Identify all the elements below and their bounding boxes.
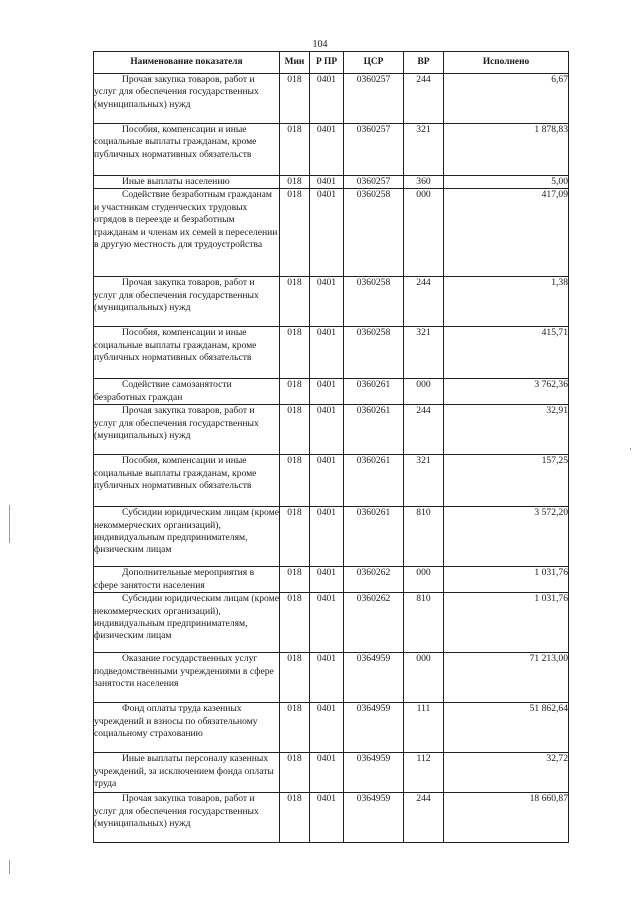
- row-name: Прочая закупка товаров, работ и услуг для обеспечения государственных (муниципальных) нужд: [94, 793, 259, 830]
- scan-mark: [9, 860, 10, 874]
- row-name-cell: [94, 405, 280, 455]
- row-name: Оказание государственных услуг подведомственными учреждениями в сфере занятости населения: [94, 653, 274, 690]
- row-rpr: 0401: [310, 455, 344, 507]
- row-name-cell: [94, 455, 280, 507]
- row-amount: 5,00: [444, 176, 569, 189]
- table-row: [94, 74, 569, 124]
- table-header-row: [94, 52, 569, 74]
- row-vr: 810: [404, 507, 444, 567]
- row-name-cell: [94, 189, 280, 277]
- table-row: [94, 507, 569, 567]
- header-vr: ВР: [404, 52, 444, 74]
- table-row: [94, 327, 569, 379]
- header-executed: Исполнено: [444, 52, 569, 74]
- row-name-cell: [94, 277, 280, 327]
- row-vr: 000: [404, 653, 444, 703]
- row-name-cell: [94, 703, 280, 753]
- row-amount: 71 213,00: [444, 653, 569, 703]
- row-vr: 111: [404, 703, 444, 753]
- row-name: Иные выплаты персоналу казенных учреждений, за исключением фонда оплаты труда: [94, 753, 274, 790]
- row-vr: 321: [404, 455, 444, 507]
- row-csr: 0360261: [344, 405, 404, 455]
- row-min: 018: [280, 124, 310, 176]
- table-row: [94, 653, 569, 703]
- row-csr: 0360262: [344, 567, 404, 593]
- row-csr: 0360261: [344, 379, 404, 405]
- row-csr: 0364959: [344, 703, 404, 753]
- row-name-cell: [94, 379, 280, 405]
- row-rpr: 0401: [310, 793, 344, 843]
- row-min: 018: [280, 455, 310, 507]
- row-name: Дополнительные мероприятия в сфере занятости населения: [94, 567, 255, 591]
- row-min: 018: [280, 507, 310, 567]
- row-min: 018: [280, 277, 310, 327]
- row-amount: 1,38: [444, 277, 569, 327]
- row-min: 018: [280, 189, 310, 277]
- row-csr: 0360261: [344, 455, 404, 507]
- row-rpr: 0401: [310, 277, 344, 327]
- row-name: Пособия, компенсации и иные социальные выплаты гражданам, кроме публичных нормативных обязательств: [94, 455, 257, 492]
- row-min: 018: [280, 567, 310, 593]
- row-min: 018: [280, 703, 310, 753]
- row-name-cell: [94, 327, 280, 379]
- row-csr: 0360257: [344, 74, 404, 124]
- row-rpr: 0401: [310, 703, 344, 753]
- row-csr: 0360258: [344, 327, 404, 379]
- row-min: 018: [280, 793, 310, 843]
- row-rpr: 0401: [310, 379, 344, 405]
- row-vr: 000: [404, 189, 444, 277]
- row-name-cell: [94, 507, 280, 567]
- row-csr: 0364959: [344, 753, 404, 793]
- row-min: 018: [280, 593, 310, 653]
- row-amount: 3 762,36: [444, 379, 569, 405]
- row-amount: 415,71: [444, 327, 569, 379]
- row-min: 018: [280, 405, 310, 455]
- row-min: 018: [280, 74, 310, 124]
- row-amount: 32,72: [444, 753, 569, 793]
- row-rpr: 0401: [310, 124, 344, 176]
- row-vr: 244: [404, 405, 444, 455]
- table-row: [94, 567, 569, 593]
- row-rpr: 0401: [310, 176, 344, 189]
- row-rpr: 0401: [310, 653, 344, 703]
- row-min: 018: [280, 176, 310, 189]
- row-csr: 0360262: [344, 593, 404, 653]
- row-amount: 32,91: [444, 405, 569, 455]
- row-name-cell: [94, 124, 280, 176]
- header-name: Наименование показателя: [94, 52, 280, 74]
- row-csr: 0360258: [344, 277, 404, 327]
- header-csr: ЦСР: [344, 52, 404, 74]
- row-rpr: 0401: [310, 74, 344, 124]
- row-csr: 0360258: [344, 189, 404, 277]
- row-rpr: 0401: [310, 405, 344, 455]
- table-row: [94, 405, 569, 455]
- table-row: [94, 793, 569, 843]
- row-name: Субсидии юридическим лицам (кроме некоммерческих организаций), индивидуальным предпринимателям, физическим лицам: [94, 507, 279, 556]
- row-name-cell: [94, 793, 280, 843]
- row-vr: 244: [404, 74, 444, 124]
- row-vr: 321: [404, 327, 444, 379]
- page-number: 104: [312, 39, 328, 50]
- row-rpr: 0401: [310, 753, 344, 793]
- row-rpr: 0401: [310, 327, 344, 379]
- row-amount: 1 878,83: [444, 124, 569, 176]
- row-amount: 18 660,87: [444, 793, 569, 843]
- row-rpr: 0401: [310, 593, 344, 653]
- row-name: Содействие безработным гражданам и участникам студенческих трудовых отрядов в переезде и безработным гражданам и членам их семей в переселении в другую местность для трудоустройства: [94, 189, 278, 251]
- row-vr: 112: [404, 753, 444, 793]
- row-csr: 0364959: [344, 653, 404, 703]
- row-vr: 810: [404, 593, 444, 653]
- table-row: [94, 593, 569, 653]
- table-row: [94, 455, 569, 507]
- row-csr: 0360257: [344, 176, 404, 189]
- budget-table: [93, 51, 569, 843]
- row-min: 018: [280, 379, 310, 405]
- row-amount: 3 572,20: [444, 507, 569, 567]
- header-rpr: Р ПР: [310, 52, 344, 74]
- row-name: Фонд оплаты труда казенных учреждений и взносы по обязательному социальному страхованию: [94, 703, 258, 740]
- row-amount: 6,67: [444, 74, 569, 124]
- row-name-cell: [94, 176, 280, 189]
- table-row: [94, 753, 569, 793]
- row-min: 018: [280, 653, 310, 703]
- row-vr: 244: [404, 277, 444, 327]
- row-min: 018: [280, 753, 310, 793]
- row-name: Иные выплаты населению: [122, 176, 230, 187]
- row-name: Субсидии юридическим лицам (кроме некоммерческих организаций), индивидуальным предпринимателям, физическим лицам: [94, 593, 279, 642]
- scan-mark: [630, 448, 631, 450]
- row-rpr: 0401: [310, 567, 344, 593]
- row-amount: 51 862,64: [444, 703, 569, 753]
- row-rpr: 0401: [310, 507, 344, 567]
- row-vr: 000: [404, 567, 444, 593]
- row-amount: 417,09: [444, 189, 569, 277]
- table-row: [94, 124, 569, 176]
- table-row: [94, 703, 569, 753]
- row-name-cell: [94, 593, 280, 653]
- row-csr: 0364959: [344, 793, 404, 843]
- row-csr: 0360261: [344, 507, 404, 567]
- row-name: Прочая закупка товаров, работ и услуг для обеспечения государственных (муниципальных) нужд: [94, 74, 259, 110]
- row-vr: 321: [404, 124, 444, 176]
- row-min: 018: [280, 327, 310, 379]
- row-csr: 0360257: [344, 124, 404, 176]
- row-vr: 244: [404, 793, 444, 843]
- row-name: Пособия, компенсации и иные социальные выплаты гражданам, кроме публичных нормативных обязательств: [94, 327, 257, 364]
- row-amount: 157,25: [444, 455, 569, 507]
- row-name-cell: [94, 753, 280, 793]
- row-name-cell: [94, 567, 280, 593]
- row-amount: 1 031,76: [444, 567, 569, 593]
- row-name: Пособия, компенсации и иные социальные выплаты гражданам, кроме публичных нормативных обязательств: [94, 124, 257, 160]
- table-row: [94, 189, 569, 277]
- table-row: [94, 277, 569, 327]
- table-row: [94, 176, 569, 189]
- row-name: Прочая закупка товаров, работ и услуг для обеспечения государственных (муниципальных) нужд: [94, 277, 259, 314]
- row-amount: 1 031,76: [444, 593, 569, 653]
- header-min: Мин: [280, 52, 310, 74]
- row-name: Прочая закупка товаров, работ и услуг для обеспечения государственных (муниципальных) нужд: [94, 405, 259, 442]
- scan-mark: [9, 505, 10, 543]
- row-vr: 000: [404, 379, 444, 405]
- row-name: Содействие самозанятости безработных граждан: [94, 379, 232, 403]
- row-rpr: 0401: [310, 189, 344, 277]
- row-vr: 360: [404, 176, 444, 189]
- table-row: [94, 379, 569, 405]
- row-name-cell: [94, 74, 280, 124]
- row-name-cell: [94, 653, 280, 703]
